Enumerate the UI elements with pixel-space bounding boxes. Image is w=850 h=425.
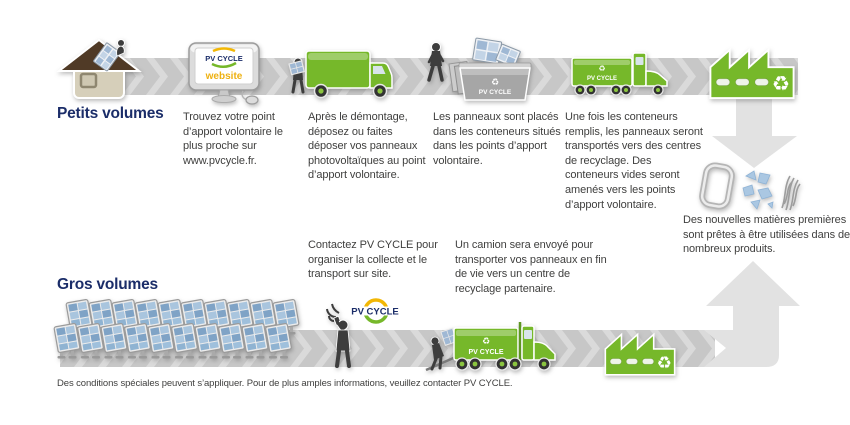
container-drop-off-icon	[426, 38, 534, 102]
mouse-icon	[242, 91, 258, 104]
step-text-website: Trouvez votre point d’apport volontaire le plus proche sur www.pvcycle.fr.	[183, 111, 283, 167]
green-delivery-truck-icon	[288, 46, 394, 102]
solar-panel-array-icon	[54, 299, 304, 379]
wires-icon	[782, 176, 800, 210]
recycle-symbol: ♻	[771, 71, 791, 96]
recycling-factory-icon	[706, 42, 798, 102]
walking-person-icon	[429, 43, 443, 81]
recycle-symbol: ♻	[656, 352, 672, 373]
down-arrow	[712, 98, 797, 168]
green-semi-truck-icon	[570, 50, 670, 98]
carrier-person-icon	[289, 58, 304, 92]
monitor-brand-text: PV CYCLE	[205, 54, 243, 63]
recycle-symbol: ♻	[490, 78, 500, 88]
step-text-depot: Après le démontage, déposez ou faites déposer vos panneaux photovoltaïques au point d’apport volontaire.	[308, 111, 426, 182]
footer-disclaimer: Des conditions spéciales peuvent s’appliquer. Pour de plus amples informations, veuillez contacter PV CYCLE.	[57, 378, 513, 389]
recycled-materials-icon	[696, 164, 806, 214]
up-arrow	[704, 261, 800, 367]
recycle-symbol: ♻	[481, 337, 491, 347]
cab-hood	[534, 342, 555, 360]
step-text-conteneur: Les panneaux sont placés dans les conteneurs situés dans les points d’apport volontaire.	[433, 111, 561, 167]
step-text-contact: Contactez PV CYCLE pour organiser la collecte et le transport sur site.	[308, 239, 438, 281]
step-text-camion: Un camion sera envoyé pour transporter vos panneaux en fin de vie vers un centre de recyclage partenaire.	[455, 239, 607, 295]
trailer-brand-text: PV CYCLE	[468, 349, 504, 356]
brand-logo-text: PV CYCLE	[351, 306, 399, 318]
recycling-factory-icon-bottom	[597, 328, 683, 378]
trailer-brand-text: PV CYCLE	[586, 76, 618, 82]
house-with-solar-panel-icon	[57, 38, 141, 100]
gros-volumes-label: Gros volumes	[57, 276, 158, 293]
pvcycle-website-monitor-icon	[183, 42, 265, 104]
installer-person-icon	[117, 40, 125, 57]
step-text-transport: Une fois les conteneurs remplis, les panneaux seront transportés vers des centres de recyclage. Des conteneurs vides seront amenés vers les points d’apport volontaire.	[565, 111, 703, 211]
output-text: Des nouvelles matières premières sont prêtes à être utilisées dans de nombreux produits.	[683, 214, 850, 256]
recycle-symbol: ♻	[598, 64, 606, 73]
house-window	[81, 74, 96, 87]
petits-volumes-label: Petits volumes	[57, 105, 164, 122]
container-brand-text: PV CYCLE	[478, 89, 512, 96]
pvcycle-brand-logo	[344, 299, 406, 323]
cab-hood	[646, 71, 667, 86]
green-semi-truck-loading-icon	[424, 316, 558, 378]
website-label: website	[205, 71, 243, 82]
glass-shards-icon	[743, 171, 773, 209]
